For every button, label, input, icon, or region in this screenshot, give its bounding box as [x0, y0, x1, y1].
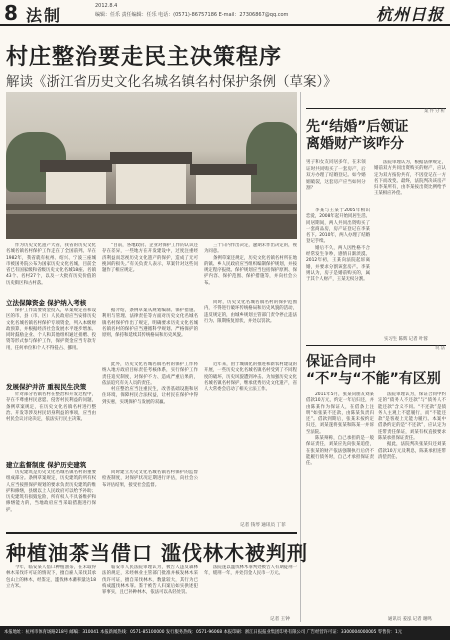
sub2-col-2 [102, 362, 198, 454]
bottom-col-3 [204, 565, 297, 615]
sub1-col-2 [102, 308, 198, 358]
body-paragraph: 临安市人民法院审理认为，被告人违反森林法的规定，未经林业主管部门批准并核发林木采伐许可证，擅自采伐林木，数量较大，其行为已构成滥伐林木罪。鉴于被告人归案后如实供述犯罪事实，且已补种林木，依法可以从轻处罚。 [102, 565, 198, 596]
right-section-flag [306, 108, 446, 117]
page-header [0, 0, 450, 26]
subsection-title-2: 发展保护并济 重视民生决策 [6, 383, 87, 391]
sub3-col-2 [102, 470, 198, 522]
body-paragraph: 据介绍，条例草案从规划编制、保护措施、利用与管理、法律责任等方面对历史文化名城名镇名村保护作出了规定，明确要求历史文化名城名镇名村的保护应当遵循科学规划、严格保护的原则，保持和延续其传统格局和历史风貌。 [102, 308, 198, 339]
body-paragraph: 李某与王某于2005年相识恋爱，2008年起开始同居生活。同居期间，两人共同出资购买了一套商品房，房产证登记在李某名下。2010年，两人办理了结婚登记手续。 [306, 208, 370, 245]
article-byline: 记者 钱琴 通讯员 丁菲 [240, 523, 286, 528]
flag-label: 案件分析 [424, 109, 446, 114]
main-col-1 [6, 243, 96, 295]
bottom-headline: 种植油茶当借口 滥伐林木被判刑 [6, 541, 308, 565]
section-name: 法制 [26, 6, 63, 25]
body-paragraph: 保护工作需要资金投入，草案规定省和设区的市、县（市、区）人民政府应当安排历史文化名城名镇名村保护专项资金，列入本级财政预算，并根据经济社会发展水平逐步增加。同时鼓励企业、个人和其他组织通过捐赠、投资等形式参与保护工作，保护资金应当专款专用，任何单位和个人不得侵占、挪用。 [6, 308, 96, 351]
main-headline: 村庄整治要走民主决策程序 [6, 45, 283, 70]
sub2-col-1 [6, 392, 96, 454]
body-paragraph: 法院遂以滥伐林木罪判处被告人有期徒刑一年，缓刑一年，并处罚金人民币一万元。 [204, 565, 297, 577]
flag-label: 说法 [435, 346, 446, 351]
right-story-2-col-b [378, 392, 446, 612]
village-photo [6, 92, 297, 239]
story-divider [6, 532, 297, 534]
body-paragraph: 今年，临安某人借口种植油茶，在未取得林木采伐许可证的情况下，擅自雇人采伐其承包山上的林木，经鉴定，滥伐林木蓄积量达18立方米。 [6, 565, 96, 589]
body-paragraph: 2011年5月，张某向朋友刘某借款10万元，约定一年后归还，并由陈某作为保证人，在借条上注明“如张某不还款，由陈某负责归还”。借款到期后，张某未按约定归还，刘某遂将张某和陈某一并诉至法院。 [306, 392, 374, 435]
right-story-1-col-b [374, 160, 446, 340]
subsection-title-1: 立法保障资金 保护纳入考核 [6, 299, 87, 307]
footer-text: 本报地址：杭州市体育场路218号 邮编：310041 本报新闻热线：0571-85100000 发行服务热线：0571-96068 本报印刷：浙江日报报业集团印务有限公司 广告经营许可证：3300004000005 零售价：1元 [4, 630, 402, 635]
right-story-1-title: 先“结婚”后领证 离婚财产该咋分 [306, 119, 409, 152]
body-paragraph: “目前，各地政府、企业对保护工作的认识还存在差异，一些地方在开发建设中，过度注重经济利益而忽视历史文化遗产的保护，造成了无可挽回的损失。”有关负责人表示，草案针对这些问题作了相应规定。 [102, 243, 198, 274]
sub1-col-3 [204, 300, 297, 358]
newspaper-logo: 杭州日报 [375, 5, 444, 24]
page-number: 8 [4, 1, 18, 25]
body-paragraph: 法院审理认为，根据法律规定，婚前双方共同出资购买的财产，应认定为双方按份共有，不因登记在一方名下而改变。最终，法院判决该房产归李某所有，由李某按出资比例给予王某相应补偿。 [374, 160, 446, 197]
bottom-col-2 [102, 565, 198, 623]
body-paragraph: 婚后不久，两人因性格不合经常发生争吵，感情日渐淡漠。2012年初，王某向法院起诉离婚，并要求分割该套房产。李某则认为，房子是婚前购买的，属于其个人财产，王某无权分割。 [306, 245, 370, 283]
body-paragraph: 条例草案还规定，历史文化名镇名村所在地的镇、乡人民政府应当组织编制保护规划，并按规定程序报批。保护规划应当包括保护原则、保护内容、保护范围、保护措施等，并向社会公布。 [204, 255, 297, 286]
main-subheadline: 解读《浙江省历史文化名城名镇名村保护条例（草案）》 [6, 74, 337, 90]
body-paragraph: 作为历史文化遗产大省，我省的历史文化名城名镇名村保护工作走在了全国前列。早在1982年，我省就有杭州、绍兴、宁波三座城市被国务院公布为国家历史文化名城，目前全省已有国家级和省级历史文化名城18座、名镇43个、名村27个，以及一大批有历史价值的历史街区和古村落。 [6, 243, 96, 286]
bottom-col-1 [6, 565, 96, 623]
body-paragraph: 三十日内作出决定，逾期未作出决定的，视为同意。 [204, 243, 297, 255]
sub1-col-1 [6, 308, 96, 358]
right-story-1-col-a [306, 208, 370, 340]
body-paragraph: 同时建立历史文化名城名镇名村保护的监督检查制度，对保护状况定期进行评估，向社会公布评估结果，接受社会监督。 [102, 470, 198, 488]
body-paragraph: 法院审理认为，保证合同中约定的“债务人不还款”与“债务人不能还款”含义不同。“不还款”是债务人主观上不愿履行，而“不能还款”是客观上无能力履行。本案中借条约定的是“不还款”，应认定为连带责任保证，刘某有权直接要求陈某承担保证责任。 [378, 392, 446, 442]
body-paragraph: 针对部分名镇名村在整治和开发过程中，存在不尊重村民意愿、侵害村民利益的问题，条例草案规定，在历史文化名镇名村进行整治、开发等涉及村民切身利益的事项，应当由村民会议讨论决定，依法实行民主决策。 [6, 392, 96, 423]
right-story-2-title: 保证合同中 “不”与“不能”有区别 [306, 354, 441, 387]
body-paragraph: 陈某辩称，自己承担的是一般保证责任，刘某应先向张某追偿，在张某的财产依法强制执行后仍不能履行债务时，自己才承担保证责任。 [306, 436, 374, 467]
subsection-title-3: 建立监督制度 保护历史建筑 [6, 461, 87, 469]
bottom-byline: 记者 王钟 [270, 617, 290, 622]
issue-date: 2012.8.4 [95, 3, 118, 9]
main-col-2 [102, 243, 198, 295]
right-story-1-lead: 男子和女友同居多年，在未领证时共同购买了一套房产，后双方办理了结婚登记。如今婚姻破裂，这套房产应当如何分割？ [306, 160, 366, 192]
page-footer [0, 626, 450, 640]
body-paragraph: 村庄整治应当注重民生，改善基础设施和居住环境，保障村民合法权益，让村民在保护中得到实惠，实现保护与发展的双赢。 [102, 387, 198, 405]
sub2-col-3 [204, 362, 297, 454]
body-paragraph: 历史建筑是历史文化名城名镇名村的重要组成部分。条例草案规定，历史建筑的所有权人应当按照保护规划的要求负责历史建筑的维护和修缮，县级以上人民政府可以给予补助；历史建筑有损毁危险，所有权人不具备维护和修缮能力的，当地政府应当采取措施进行保护。 [6, 470, 96, 513]
right-story-1-byline: 实习生 陈辉 记者 叶蓉 [384, 337, 428, 342]
sub3-col-1 [6, 470, 96, 522]
body-paragraph: 此外，历史文化名城名镇名村的保护工作将纳入地方政府目标责任考核体系，实行保护工作责任追究制度，对保护不力、造成严重后果的，依法追究有关人员的责任。 [102, 362, 198, 386]
body-paragraph: 同时，历史文化名城名镇名村的保护范围内，不得进行破坏传统格局和历史风貌的活动，违反规定的，由城乡规划主管部门责令停止违法行为、限期恢复原状，并处以罚款。 [204, 300, 297, 324]
body-paragraph: 据此，法院判决张某归还刘某借款10万元及利息，陈某承担连带清偿责任。 [378, 442, 446, 460]
body-paragraph: 近年来，由于城镇化的推进和新农村建设的开展，一些历史文化名城名镇名村受到了不同程度的破坏，历史风貌遭到冲击。为加强历史文化名城名镇名村保护，继承优秀历史文化遗产，省人大常委会启动了相关立法工作。 [204, 362, 297, 393]
editor-info: 编辑：任乐 责任编辑：任乐 电话：(0571)-86757186 E-mail：27306867@qq.com [95, 12, 289, 18]
right-section-flag-2 [306, 345, 446, 354]
right-story-2-byline: 通讯员 姜泓 记者 谢鸣 [388, 617, 432, 622]
right-story-2-col-a [306, 392, 374, 618]
main-col-3 [204, 243, 297, 295]
